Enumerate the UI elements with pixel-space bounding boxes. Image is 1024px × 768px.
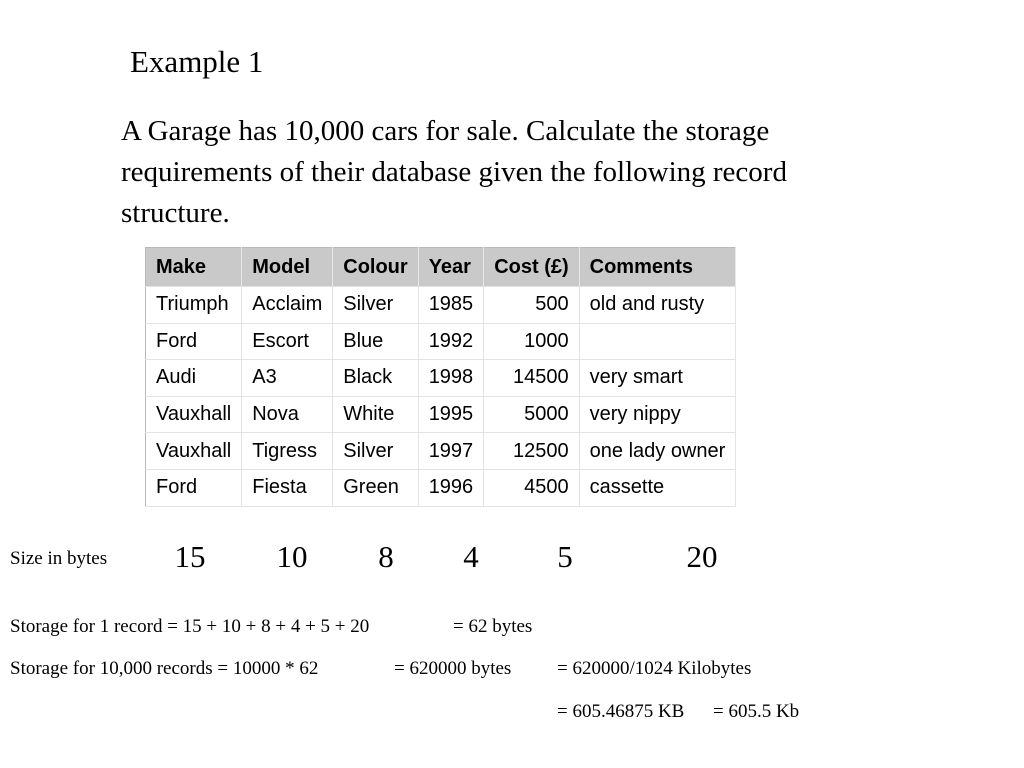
cell-year: 1997	[418, 433, 484, 470]
cell-comments: one lady owner	[579, 433, 736, 470]
size-year: 4	[463, 539, 479, 574]
size-model: 10	[276, 539, 308, 574]
header-cost: Cost (£)	[484, 248, 579, 287]
header-model: Model	[242, 248, 333, 287]
cell-cost: 4500	[484, 469, 579, 506]
cell-model: Acclaim	[242, 287, 333, 324]
cell-comments: very nippy	[579, 396, 736, 433]
cell-colour: Blue	[333, 323, 418, 360]
all-records-kb-expression: = 620000/1024 Kilobytes	[557, 658, 752, 679]
table-row	[146, 396, 736, 433]
all-records-bytes: = 620000 bytes	[394, 658, 512, 679]
header-comments: Comments	[579, 248, 736, 287]
all-records-expression: Storage for 10,000 records = 10000 * 62	[10, 658, 319, 679]
cell-make: Audi	[146, 360, 242, 397]
problem-line-2: requirements of their database given the following record	[121, 156, 787, 188]
size-colour: 8	[378, 539, 394, 574]
cell-colour: White	[333, 396, 418, 433]
cell-make: Vauxhall	[146, 396, 242, 433]
table-row	[146, 287, 736, 324]
kb-exact: = 605.46875 KB	[557, 701, 685, 722]
problem-line-1: A Garage has 10,000 cars for sale. Calculate the storage	[121, 115, 770, 147]
cell-year: 1996	[418, 469, 484, 506]
problem-line-3: structure.	[121, 197, 230, 229]
table-row	[146, 433, 736, 470]
record-structure-table	[145, 247, 736, 507]
size-make: 15	[174, 539, 206, 574]
cell-comments: very smart	[579, 360, 736, 397]
table-row	[146, 323, 736, 360]
one-record-expression: Storage for 1 record = 15 + 10 + 8 + 4 + 5 + 20	[10, 616, 370, 637]
cell-model: Escort	[242, 323, 333, 360]
size-cost: 5	[557, 539, 573, 574]
kb-rounded: = 605.5 Kb	[713, 701, 800, 722]
header-colour: Colour	[333, 248, 418, 287]
problem-statement	[121, 111, 941, 234]
cell-year: 1992	[418, 323, 484, 360]
cell-colour: Green	[333, 469, 418, 506]
cell-make: Triumph	[146, 287, 242, 324]
cell-colour: Silver	[333, 287, 418, 324]
cell-year: 1998	[418, 360, 484, 397]
page-title: Example 1	[130, 44, 264, 79]
cell-year: 1985	[418, 287, 484, 324]
cell-model: Nova	[242, 396, 333, 433]
table-row	[146, 469, 736, 506]
header-year: Year	[418, 248, 484, 287]
cell-year: 1995	[418, 396, 484, 433]
cell-make: Vauxhall	[146, 433, 242, 470]
cell-cost: 12500	[484, 433, 579, 470]
cell-cost: 14500	[484, 360, 579, 397]
size-in-bytes-label: Size in bytes	[10, 548, 108, 569]
cell-colour: Silver	[333, 433, 418, 470]
table-header-row	[146, 248, 736, 287]
header-make: Make	[146, 248, 242, 287]
size-comments: 20	[686, 539, 718, 574]
cell-model: Tigress	[242, 433, 333, 470]
cell-cost: 1000	[484, 323, 579, 360]
cell-comments	[579, 323, 736, 360]
cell-make: Ford	[146, 323, 242, 360]
cell-comments: old and rusty	[579, 287, 736, 324]
cell-model: Fiesta	[242, 469, 333, 506]
cell-cost: 500	[484, 287, 579, 324]
cell-make: Ford	[146, 469, 242, 506]
cell-model: A3	[242, 360, 333, 397]
table-row	[146, 360, 736, 397]
cell-comments: cassette	[579, 469, 736, 506]
cell-cost: 5000	[484, 396, 579, 433]
one-record-result: = 62 bytes	[453, 616, 533, 637]
cell-colour: Black	[333, 360, 418, 397]
